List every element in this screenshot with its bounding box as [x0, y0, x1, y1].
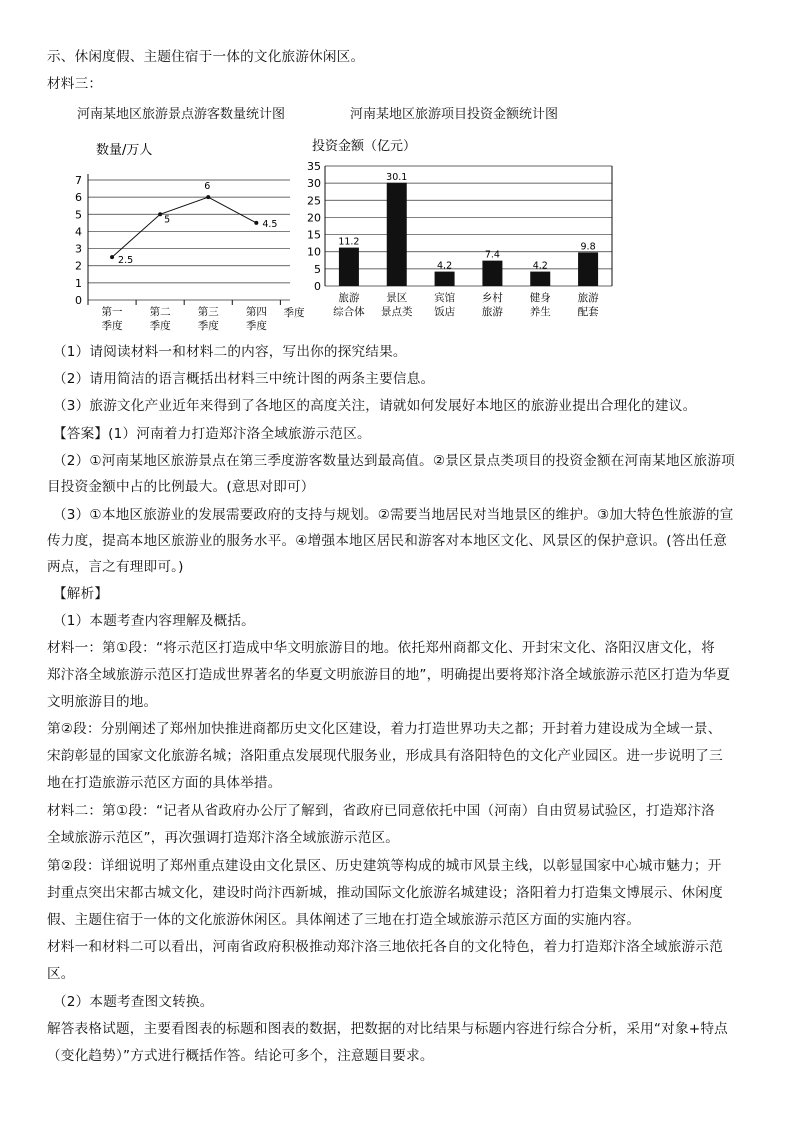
x-axis-label: 季度: [283, 307, 305, 319]
answer-2-line-2: 目投资金额中占的比例最大。(意思对即可）: [47, 479, 315, 495]
answer-3-line-1: （3）①本地区旅游业的发展需要政府的支持与规划。②需要当地居民对当地景区的维护。③加大特色性旅游的宣: [53, 507, 734, 523]
x-tick-label: 养生: [529, 306, 551, 318]
data-label: 7.4: [484, 249, 500, 261]
bar: [435, 272, 455, 286]
bar: [578, 252, 598, 286]
material-three-label: 材料三：: [47, 76, 103, 92]
data-point: [110, 255, 114, 259]
question-1: （1）请阅读材料一和材料二的内容，写出你的探究结果。: [53, 344, 407, 360]
x-tick-label: 旅游: [577, 292, 599, 304]
x-tick-label: 景区: [386, 292, 408, 304]
data-label: 11.2: [338, 236, 360, 248]
question-3: （3）旅游文化产业近年来得到了各地区的高度关注，请就如何发展好本地区的旅游业提出合理化的建议。: [53, 398, 697, 414]
paragraph-2-line-1: 第②段：分别阐述了郑州加快推进商都历史文化区建设，着力打造世界功夫之都；开封着力建设成为全域一景、: [47, 721, 722, 737]
x-tick-label: 第一: [101, 306, 123, 318]
data-label: 9.8: [580, 241, 596, 253]
y-tick-label: 0: [75, 294, 82, 307]
series-line: [112, 197, 256, 257]
data-label: 30.1: [386, 171, 408, 183]
y-tick-label: 20: [307, 211, 321, 225]
x-tick-label: 饭店: [434, 306, 456, 318]
data-point: [158, 212, 162, 216]
y-tick-label: 4: [75, 225, 82, 239]
x-tick-label: 配套: [577, 306, 599, 318]
material-2-line-2: 全域旅游示范区”，再次强调打造郑汴洛全域旅游示范区。: [47, 830, 400, 846]
y-tick-label: 6: [75, 191, 82, 205]
y-tick-label: 1: [75, 276, 82, 290]
x-tick-label: 第四: [245, 306, 267, 318]
x-tick-label: 旅游: [338, 292, 360, 304]
material-2-para-2-line-3: 假、主题住宿于一体的文化旅游休闲区。具体阐述了三地在打造全域旅游示范区方面的实施内容。: [47, 912, 641, 928]
answer-2-line-1: （2）①河南某地区旅游景点在第三季度游客数量达到最高值。②景区景点类项目的投资金额在河南某地区旅游项: [53, 453, 735, 469]
y-axis-label: 投资金额（亿元）: [312, 139, 417, 154]
x-tick-label: 季度: [245, 320, 267, 332]
method-line-2: （变化趋势）”方式进行概括作答。结论可多个，注意题目要求。: [47, 1048, 434, 1064]
analysis-1-heading: （1）本题考查内容理解及概括。: [53, 613, 255, 629]
summary-line-1: 材料一和材料二可以看出，河南省政府积极推动郑汴洛三地依托各自的文化特色，着力打造郑汴洛全域旅游示范: [47, 939, 723, 955]
data-label: 5: [164, 214, 171, 226]
paragraph-2-line-2: 宋韵彰显的国家文化旅游名城；洛阳重点发展现代服务业，形成具有洛阳特色的文化产业园区。进一步说明了三: [47, 748, 723, 764]
data-point: [206, 195, 210, 199]
data-label: 6: [204, 181, 211, 193]
answer-3-line-3: 两点，言之有理即可。): [47, 559, 184, 575]
data-label: 2.5: [118, 255, 134, 267]
material-1-line-1: 材料一：第①段：“将示范区打造成中华文明旅游目的地。依托郑州商都文化、开封宋文化、洛阳汉唐文化，将: [47, 640, 715, 656]
x-tick-label: 季度: [197, 320, 219, 332]
x-tick-label: 第二: [149, 306, 171, 318]
y-tick-label: 5: [314, 262, 321, 276]
x-tick-label: 季度: [149, 320, 171, 332]
material-2-para-2-line-2: 封重点突出宋都古城文化，建设时尚汴西新城，推动国际文化旅游名城建设；洛阳着力打造集文博展示、休闲度: [47, 885, 723, 901]
material-2-line-1: 材料二：第①段：“记者从省政府办公厅了解到，省政府已同意依托中国（河南）自由贸易试验区，打造郑汴洛: [47, 803, 715, 819]
data-label: 4.2: [532, 260, 548, 272]
material-2-para-2-line-1: 第②段：详细说明了郑州重点建设由文化景区、历史建筑等构成的城市风景主线，以彰显国家中心城市魅力；开: [47, 858, 722, 874]
y-axis-label: 数量/万人: [96, 143, 153, 158]
y-tick-label: 0: [314, 280, 321, 293]
y-tick-label: 3: [75, 242, 82, 256]
x-tick-label: 旅游: [481, 306, 503, 318]
question-2: （2）请用简洁的语言概括出材料三中统计图的两条主要信息。: [53, 371, 435, 387]
y-tick-label: 2: [75, 259, 82, 273]
x-tick-label: 第三: [197, 306, 219, 318]
x-tick-label: 健身: [529, 292, 551, 304]
method-line-1: 解答表格试题，主要看图表的标题和图表的数据，把数据的对比结果与标题内容进行综合分析，采用“对象+特点: [47, 1021, 728, 1037]
data-label: 4.5: [262, 218, 278, 230]
data-label: 4.2: [437, 260, 453, 272]
line-chart-title: 河南某地区旅游景点游客数量统计图: [77, 107, 286, 122]
y-tick-label: 30: [307, 177, 321, 191]
bar: [387, 183, 407, 286]
y-tick-label: 10: [307, 245, 321, 259]
visitor-line-chart: [60, 130, 310, 335]
y-tick-label: 5: [75, 208, 82, 222]
answer-1: 【答案】(1）河南着力打造郑汴洛全域旅游示范区。: [53, 426, 371, 442]
text-line: 示、休闲度假、主题住宿于一体的文化旅游休闲区。: [47, 49, 365, 65]
x-tick-label: 景点类: [381, 306, 413, 318]
paragraph-2-line-3: 地在打造旅游示范区方面的具体举措。: [47, 775, 282, 791]
answer-3-line-2: 传力度，提高本地区旅游业的服务水平。④增强本地区居民和游客对本地区文化、风景区的保护意识。(答出任意: [47, 533, 727, 549]
y-tick-label: 25: [307, 194, 321, 208]
summary-line-2: 区。: [47, 966, 75, 982]
y-tick-label: 35: [307, 160, 321, 173]
bar: [530, 272, 550, 286]
y-tick-label: 7: [75, 174, 82, 187]
bar-chart-title: 河南某地区旅游项目投资金额统计图: [350, 107, 559, 122]
data-point: [254, 221, 258, 225]
y-tick-label: 15: [307, 228, 321, 242]
x-tick-label: 乡村: [481, 292, 503, 304]
analysis-heading: 【解析】: [53, 586, 109, 602]
x-tick-label: 综合体: [333, 306, 365, 318]
material-1-line-2: 郑汴洛全域旅游示范区打造成世界著名的华夏文明旅游目的地”，明确提出要将郑汴洛全域旅游示范区打造为华夏: [47, 667, 731, 683]
material-1-line-3: 文明旅游目的地。: [47, 694, 158, 710]
analysis-2-heading: （2）本题考查图文转换。: [53, 994, 214, 1010]
bar: [482, 261, 502, 286]
investment-bar-chart: [300, 130, 620, 330]
bar: [339, 248, 359, 286]
x-tick-label: 季度: [101, 320, 123, 332]
x-tick-label: 宾馆: [434, 292, 456, 304]
